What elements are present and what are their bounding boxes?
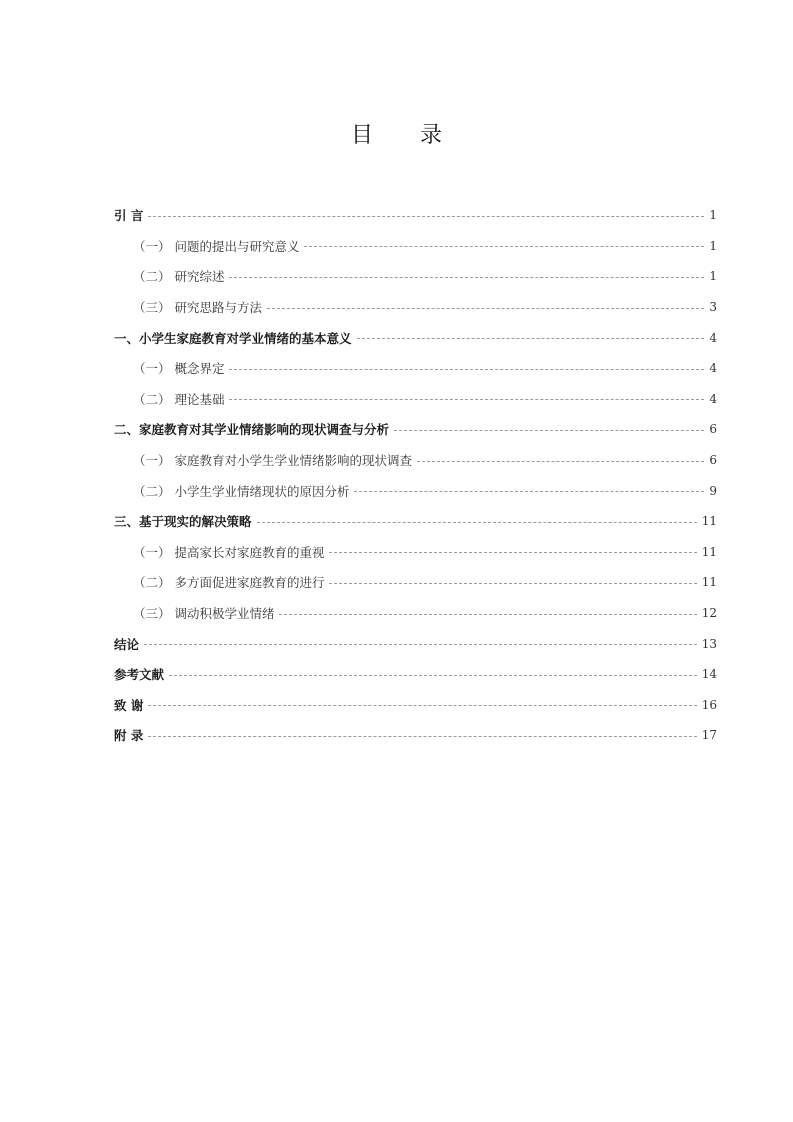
toc-leader <box>144 644 697 645</box>
toc-entry-text: 引 言 <box>114 208 144 224</box>
toc-page-number: 6 <box>709 453 717 468</box>
toc-entry <box>114 261 717 292</box>
toc-leader <box>229 277 704 278</box>
toc-leader <box>329 583 696 584</box>
toc-page-number: 1 <box>709 208 717 223</box>
toc-page-number: 4 <box>709 330 717 345</box>
toc-leader <box>148 216 704 217</box>
toc-leader <box>329 552 696 553</box>
toc-leader <box>169 675 697 676</box>
toc-page-number: 12 <box>701 606 717 621</box>
toc-entry-text: 附 录 <box>114 728 144 744</box>
toc-entry-text: （二） 小学生学业情绪现状的原因分析 <box>133 483 350 499</box>
toc-entry-text: 参考文献 <box>114 667 165 683</box>
toc-entry <box>114 292 717 323</box>
toc-list <box>114 200 717 751</box>
toc-entry <box>114 628 717 659</box>
toc-entry-text: 三、基于现实的解决策略 <box>114 514 252 530</box>
toc-entry <box>114 475 717 506</box>
toc-page-number: 11 <box>701 575 717 590</box>
toc-page-number: 17 <box>701 728 717 743</box>
toc-page-number: 4 <box>709 391 717 406</box>
toc-page-number: 11 <box>701 514 717 529</box>
toc-entry <box>114 414 717 445</box>
toc-entry <box>114 690 717 721</box>
toc-entry-text: 二、家庭教育对其学业情绪影响的现状调查与分析 <box>114 422 390 438</box>
toc-leader <box>304 246 704 247</box>
toc-page-number: 9 <box>709 483 717 498</box>
toc-entry-text: 致 谢 <box>114 697 144 713</box>
toc-entry-text: 结论 <box>114 636 140 652</box>
toc-page-number: 11 <box>701 544 717 559</box>
toc-leader <box>229 369 704 370</box>
toc-entry <box>114 567 717 598</box>
toc-entry <box>114 322 717 353</box>
toc-page-number: 1 <box>709 269 717 284</box>
toc-entry <box>114 200 717 231</box>
toc-page-number: 13 <box>701 636 717 651</box>
toc-entry-text: （一） 概念界定 <box>133 361 225 377</box>
toc-entry <box>114 231 717 262</box>
toc-entry-text: （二） 研究综述 <box>133 269 225 285</box>
toc-leader <box>148 705 696 706</box>
toc-leader <box>357 338 704 339</box>
toc-entry-text: 一、小学生家庭教育对学业情绪的基本意义 <box>114 330 352 346</box>
toc-entry <box>114 384 717 415</box>
toc-page-number: 14 <box>701 667 717 682</box>
toc-leader <box>354 491 704 492</box>
toc-entry <box>114 598 717 629</box>
toc-leader <box>257 522 697 523</box>
toc-leader <box>148 736 696 737</box>
toc-entry <box>114 659 717 690</box>
toc-entry <box>114 353 717 384</box>
toc-title: 目 录 <box>351 123 462 148</box>
toc-entry <box>114 506 717 537</box>
toc-entry <box>114 445 717 476</box>
toc-entry-text: （一） 提高家长对家庭教育的重视 <box>133 544 325 560</box>
toc-leader <box>229 399 704 400</box>
toc-entry-text: （二） 理论基础 <box>133 391 225 407</box>
toc-entry-text: （二） 多方面促进家庭教育的进行 <box>133 575 325 591</box>
toc-entry-text: （一） 家庭教育对小学生学业情绪影响的现状调查 <box>133 453 412 469</box>
toc-entry <box>114 537 717 568</box>
toc-page-number: 6 <box>709 422 717 437</box>
toc-page-number: 3 <box>709 300 717 315</box>
toc-leader <box>267 308 704 309</box>
toc-leader <box>394 430 704 431</box>
toc-entry <box>114 720 717 751</box>
toc-leader <box>279 614 696 615</box>
toc-page-number: 16 <box>701 697 717 712</box>
toc-leader <box>417 461 704 462</box>
toc-entry-text: （三） 研究思路与方法 <box>133 300 262 316</box>
toc-entry-text: （一） 问题的提出与研究意义 <box>133 238 300 254</box>
toc-entry-text: （三） 调动积极学业情绪 <box>133 606 275 622</box>
toc-page-number: 1 <box>709 238 717 253</box>
toc-page-number: 4 <box>709 361 717 376</box>
